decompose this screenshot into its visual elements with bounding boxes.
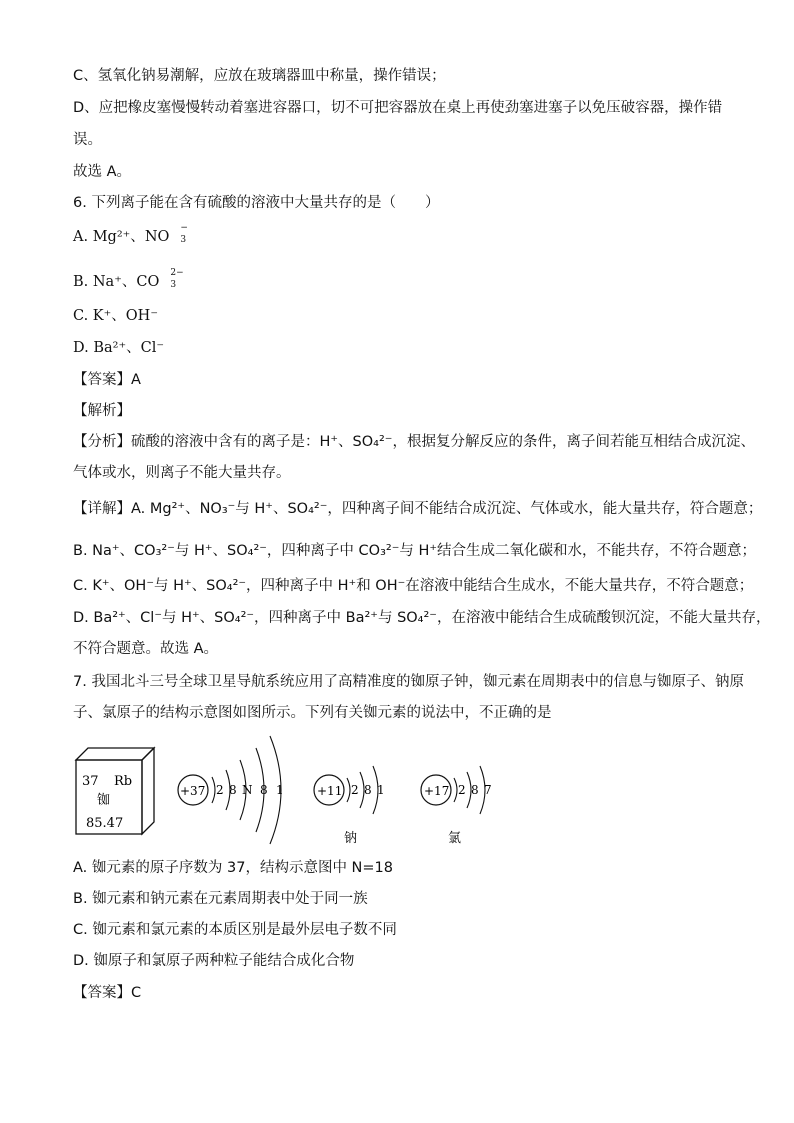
q6-option-c: C. K⁺、OH⁻	[73, 308, 158, 324]
detail-b: B. Na⁺、CO₃²⁻与 H⁺、SO₄²⁻，四种离子中 CO₃²⁻与 H⁺结合生成二氧化碳和水，不能共存，不符合题意；	[73, 543, 757, 559]
option-d-explanation-cont: 误。	[73, 132, 102, 148]
atom-structure-figure	[70, 730, 540, 854]
rb-nucleus: +37	[180, 784, 206, 798]
cl-shell-1: 2	[458, 783, 466, 797]
element-mass: 85.47	[86, 816, 124, 831]
element-symbol: Rb	[114, 774, 133, 789]
element-number: 37	[82, 774, 99, 789]
figure-svg	[70, 730, 540, 850]
q6-option-d: D. Ba²⁺、Cl⁻	[73, 340, 164, 356]
na-shell-3: 1	[377, 783, 385, 797]
na-shell-2: 8	[364, 783, 372, 797]
rb-shell-1: 2	[216, 783, 224, 797]
element-name: 铷	[97, 793, 111, 808]
detail-d-cont: 不符合题意。故选 A。	[73, 641, 219, 657]
q6-option-a: A. Mg²⁺、NO − 3	[73, 223, 188, 245]
rb-atom-diagram	[178, 736, 284, 844]
na-shell-1: 2	[351, 783, 359, 797]
analysis-heading: 【解析】	[73, 403, 131, 419]
prev-choice: 故选 A。	[73, 164, 132, 180]
detail-a: 【详解】A. Mg²⁺、NO₃⁻与 H⁺、SO₄²⁻，四种离子间不能结合成沉淀、气体或水，能大量共存，符合题意；	[73, 501, 763, 517]
q7-option-d: D. 铷原子和氯原子两种粒子能结合成化合物	[73, 953, 355, 969]
na-label: 钠	[344, 831, 358, 846]
question-7-cont: 子、氯原子的结构示意图如图所示。下列有关铷元素的说法中，不正确的是	[73, 705, 552, 721]
cl-atom-diagram	[421, 766, 492, 846]
q7-option-a: A. 铷元素的原子序数为 37，结构示意图中 N=18	[73, 860, 393, 876]
analyze-line-1: 【分析】硫酸的溶液中含有的离子是：H⁺、SO₄²⁻，根据复分解反应的条件，离子间若能互相结合成沉淀、	[73, 434, 755, 450]
cl-shell-3: 7	[484, 783, 492, 797]
na-atom-diagram	[314, 766, 385, 846]
q7-option-b: B. 铷元素和钠元素在元素周期表中处于同一族	[73, 891, 368, 907]
detail-d: D. Ba²⁺、Cl⁻与 H⁺、SO₄²⁻，四种离子中 Ba²⁺与 SO₄²⁻，在溶液中能结合生成硫酸钡沉淀，不能大量共存，	[73, 610, 771, 626]
na-nucleus: +11	[317, 784, 343, 798]
analyze-line-2: 气体或水，则离子不能大量共存。	[73, 465, 291, 481]
option-c-explanation: C、氢氧化钠易潮解，应放在玻璃器皿中称量，操作错误；	[73, 68, 446, 84]
rb-shell-3: N	[242, 783, 253, 797]
q7-option-c: C. 铷元素和氯元素的本质区别是最外层电子数不同	[73, 922, 397, 938]
question-6: 6. 下列离子能在含有硫酸的溶液中大量共存的是（ ）	[73, 195, 440, 211]
answer-6: 【答案】A	[73, 372, 141, 388]
option-d-explanation: D、应把橡皮塞慢慢转动着塞进容器口，切不可把容器放在桌上再使劲塞进塞子以免压破容器，操作错	[73, 100, 723, 116]
rb-shell-2: 8	[229, 783, 237, 797]
question-7: 7. 我国北斗三号全球卫星导航系统应用了高精准度的铷原子钟，铷元素在周期表中的信息与铷原子、钠原	[73, 674, 744, 690]
rb-shell-4: 8	[260, 783, 268, 797]
detail-c: C. K⁺、OH⁻与 H⁺、SO₄²⁻，四种离子中 H⁺和 OH⁻在溶液中能结合生成水，不能大量共存，不符合题意；	[73, 578, 754, 594]
cl-label: 氯	[448, 831, 462, 846]
answer-7: 【答案】C	[73, 985, 142, 1001]
rb-shell-5: 1	[276, 783, 284, 797]
cl-shell-2: 8	[471, 783, 479, 797]
cl-nucleus: +17	[424, 784, 450, 798]
element-cell	[76, 748, 154, 834]
q6-option-b: B. Na⁺、CO 2− 3	[73, 268, 184, 290]
